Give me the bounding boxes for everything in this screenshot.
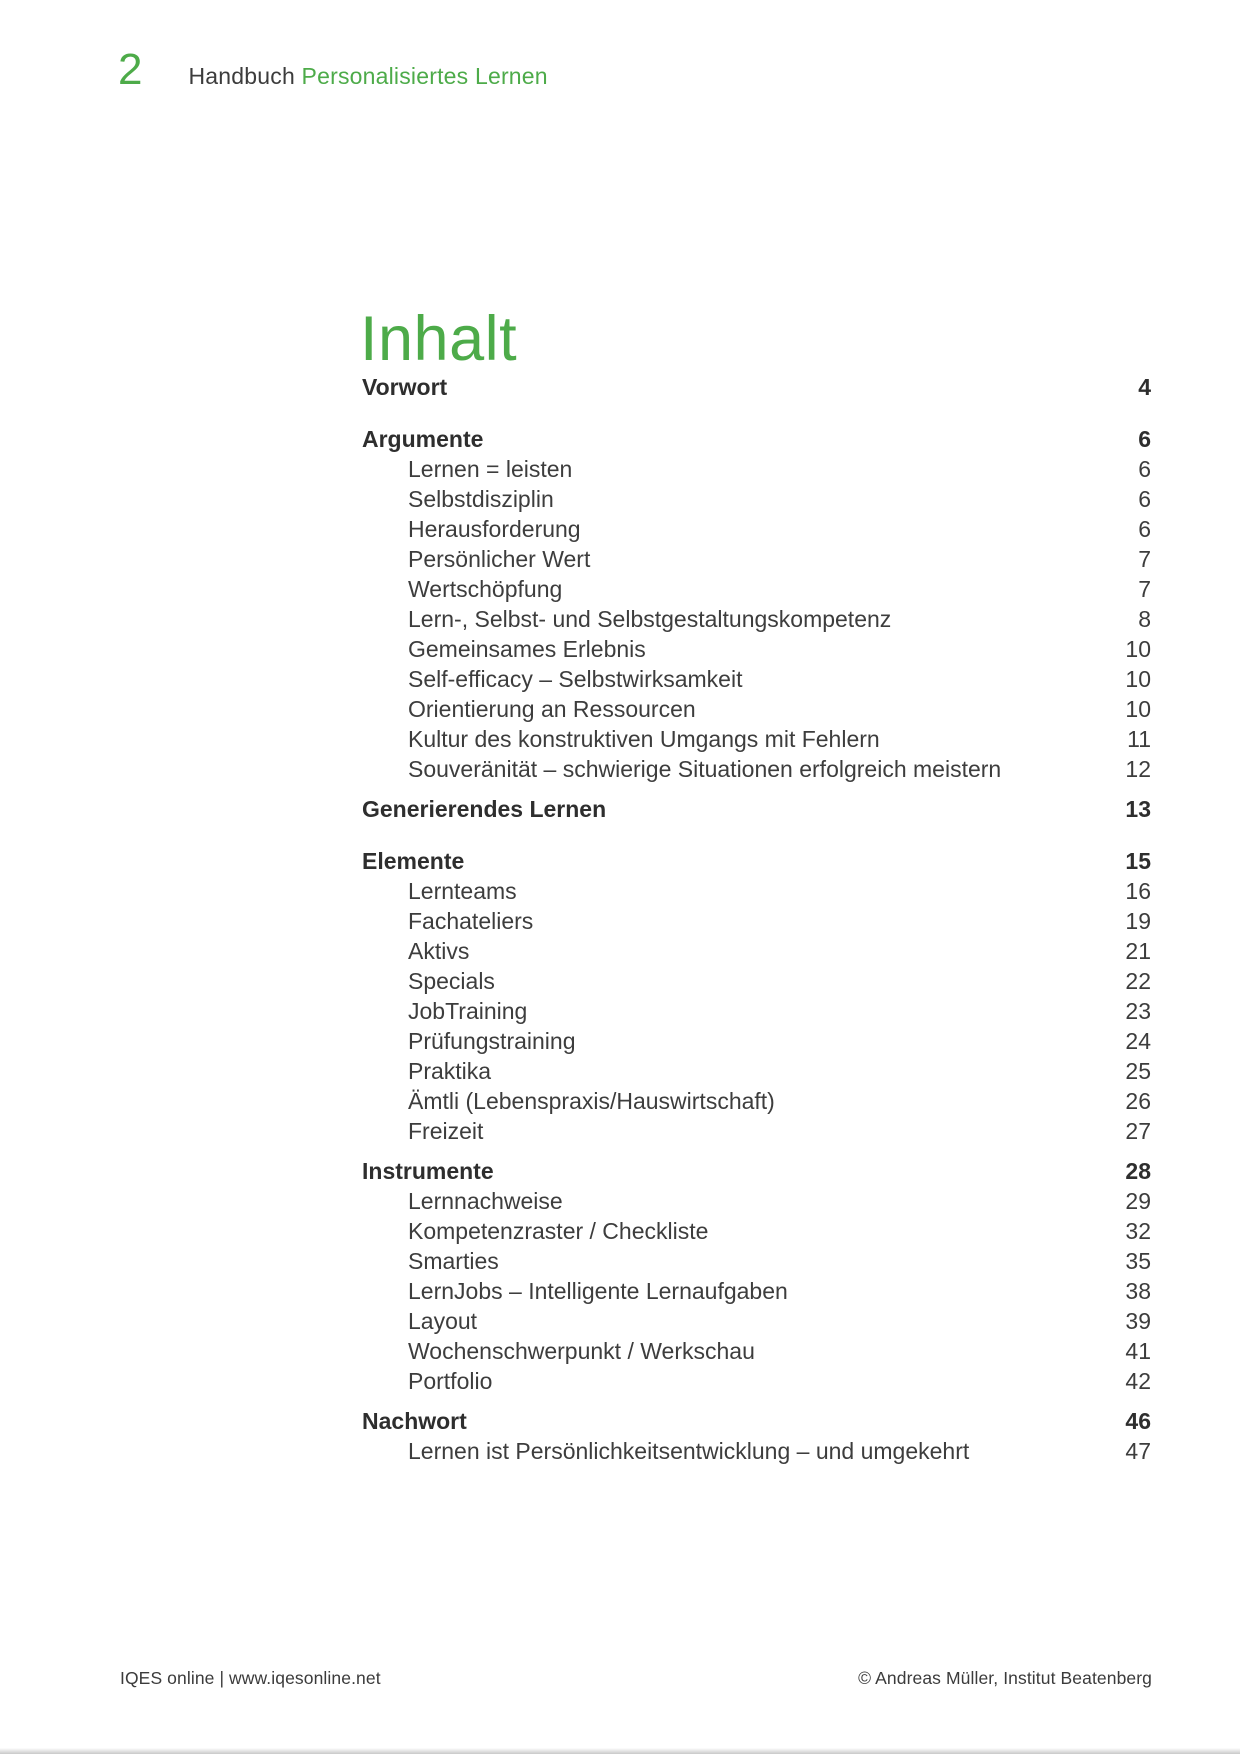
toc-item-row[interactable] bbox=[362, 664, 1151, 694]
document-title bbox=[188, 63, 547, 90]
toc-item-row[interactable] bbox=[362, 514, 1151, 544]
toc-item-label: Praktika bbox=[408, 1058, 492, 1084]
toc-item-label: Self-efficacy – Selbstwirksamkeit bbox=[408, 666, 743, 692]
page-number: 2 bbox=[118, 45, 143, 94]
toc-item-label: Lernen = leisten bbox=[408, 456, 573, 482]
toc-item-page-number: 26 bbox=[1125, 1088, 1151, 1114]
toc-item-label: Gemeinsames Erlebnis bbox=[408, 636, 646, 662]
toc-item-page-number: 23 bbox=[1125, 998, 1151, 1024]
toc-item-page-number: 8 bbox=[1138, 606, 1151, 632]
toc-item-row[interactable] bbox=[362, 484, 1151, 514]
toc-item-page-number: 16 bbox=[1125, 878, 1151, 904]
toc-item-row[interactable] bbox=[362, 1436, 1151, 1466]
toc-section-block bbox=[362, 794, 1151, 824]
toc-item-label: Fachateliers bbox=[408, 908, 534, 934]
toc-item-label: Selbstdisziplin bbox=[408, 486, 554, 512]
toc-item-page-number: 19 bbox=[1125, 908, 1151, 934]
toc-item-page-number: 22 bbox=[1125, 968, 1151, 994]
toc-item-row[interactable] bbox=[362, 1186, 1151, 1216]
toc-section-page-number: 4 bbox=[1138, 374, 1151, 400]
toc-section-block bbox=[362, 1156, 1151, 1396]
toc-section-label: Instrumente bbox=[362, 1158, 494, 1184]
toc-section-label: Vorwort bbox=[362, 374, 448, 400]
toc-section-row[interactable] bbox=[362, 1156, 1151, 1186]
page-title: Inhalt bbox=[360, 304, 518, 375]
toc-item-row[interactable] bbox=[362, 694, 1151, 724]
toc-section-label: Nachwort bbox=[362, 1408, 467, 1434]
toc-section-page-number: 28 bbox=[1125, 1158, 1151, 1184]
toc-section-block bbox=[362, 372, 1151, 402]
toc-section-row[interactable] bbox=[362, 1406, 1151, 1436]
toc-item-row[interactable] bbox=[362, 634, 1151, 664]
toc-section-block bbox=[362, 424, 1151, 784]
toc-item-page-number: 47 bbox=[1125, 1438, 1151, 1464]
toc-item-label: Herausforderung bbox=[408, 516, 581, 542]
toc-item-page-number: 6 bbox=[1138, 516, 1151, 542]
toc-item-page-number: 11 bbox=[1127, 726, 1151, 752]
toc-item-label: Smarties bbox=[408, 1248, 499, 1274]
toc-item-row[interactable] bbox=[362, 1276, 1151, 1306]
toc-item-label: Layout bbox=[408, 1308, 478, 1334]
footer-left-text: IQES online | www.iqesonline.net bbox=[120, 1668, 381, 1688]
table-of-contents bbox=[362, 372, 1151, 1466]
toc-item-label: Kompetenzraster / Checkliste bbox=[408, 1218, 709, 1244]
toc-item-label: Prüfungstraining bbox=[408, 1028, 576, 1054]
toc-item-row[interactable] bbox=[362, 1306, 1151, 1336]
toc-item-label: Portfolio bbox=[408, 1368, 493, 1394]
toc-item-page-number: 10 bbox=[1125, 666, 1151, 692]
toc-item-row[interactable] bbox=[362, 1366, 1151, 1396]
toc-section-block bbox=[362, 1406, 1151, 1466]
toc-item-label: Ämtli (Lebenspraxis/Hauswirtschaft) bbox=[408, 1088, 775, 1114]
toc-item-page-number: 42 bbox=[1125, 1368, 1151, 1394]
toc-item-page-number: 10 bbox=[1125, 696, 1151, 722]
toc-item-page-number: 29 bbox=[1125, 1188, 1151, 1214]
toc-item-page-number: 25 bbox=[1125, 1058, 1151, 1084]
toc-item-row[interactable] bbox=[362, 574, 1151, 604]
toc-item-page-number: 27 bbox=[1125, 1118, 1151, 1144]
toc-item-label: Wochenschwerpunkt / Werkschau bbox=[408, 1338, 755, 1364]
toc-item-page-number: 10 bbox=[1125, 636, 1151, 662]
toc-item-label: Specials bbox=[408, 968, 495, 994]
toc-item-page-number: 6 bbox=[1138, 486, 1151, 512]
toc-section-row[interactable] bbox=[362, 846, 1151, 876]
toc-item-label: Lernnachweise bbox=[408, 1188, 563, 1214]
toc-item-page-number: 7 bbox=[1138, 576, 1151, 602]
toc-item-row[interactable] bbox=[362, 936, 1151, 966]
toc-item-row[interactable] bbox=[362, 1246, 1151, 1276]
toc-item-page-number: 41 bbox=[1125, 1338, 1151, 1364]
toc-item-row[interactable] bbox=[362, 1336, 1151, 1366]
page-footer bbox=[120, 1668, 1152, 1689]
toc-item-label: Freizeit bbox=[408, 1118, 484, 1144]
toc-section-row[interactable] bbox=[362, 794, 1151, 824]
toc-item-label: Kultur des konstruktiven Umgangs mit Fehlern bbox=[408, 726, 880, 752]
toc-item-page-number: 39 bbox=[1125, 1308, 1151, 1334]
toc-item-row[interactable] bbox=[362, 754, 1151, 784]
toc-item-page-number: 7 bbox=[1138, 546, 1151, 572]
toc-item-label: Persönlicher Wert bbox=[408, 546, 591, 572]
toc-item-label: Orientierung an Ressourcen bbox=[408, 696, 696, 722]
toc-item-row[interactable] bbox=[362, 906, 1151, 936]
toc-item-row[interactable] bbox=[362, 876, 1151, 906]
toc-section-label: Elemente bbox=[362, 848, 465, 874]
page-header bbox=[118, 45, 548, 94]
toc-item-row[interactable] bbox=[362, 544, 1151, 574]
toc-item-row[interactable] bbox=[362, 1026, 1151, 1056]
document-title-highlight: Personalisiertes Lernen bbox=[301, 63, 548, 89]
toc-item-row[interactable] bbox=[362, 724, 1151, 754]
toc-section-page-number: 6 bbox=[1138, 426, 1151, 452]
toc-item-label: Wertschöpfung bbox=[408, 576, 563, 602]
toc-section-page-number: 15 bbox=[1125, 848, 1151, 874]
toc-item-label: Lernteams bbox=[408, 878, 517, 904]
toc-item-label: Lernen ist Persönlichkeitsentwicklung – und umgekehrt bbox=[408, 1438, 970, 1464]
toc-item-page-number: 38 bbox=[1125, 1278, 1151, 1304]
toc-item-row[interactable] bbox=[362, 1056, 1151, 1086]
toc-item-row[interactable] bbox=[362, 1216, 1151, 1246]
document-title-plain: Handbuch bbox=[188, 63, 295, 89]
toc-section-row[interactable] bbox=[362, 372, 1151, 402]
toc-item-label: Aktivs bbox=[408, 938, 470, 964]
toc-item-row[interactable] bbox=[362, 1086, 1151, 1116]
toc-item-page-number: 6 bbox=[1138, 456, 1151, 482]
toc-item-row[interactable] bbox=[362, 454, 1151, 484]
toc-item-label: LernJobs – Intelligente Lernaufgaben bbox=[408, 1278, 788, 1304]
toc-section-block bbox=[362, 846, 1151, 1146]
toc-item-page-number: 32 bbox=[1125, 1218, 1151, 1244]
toc-section-label: Generierendes Lernen bbox=[362, 796, 607, 822]
footer-right-text: © Andreas Müller, Institut Beatenberg bbox=[858, 1668, 1152, 1688]
page-bottom-edge bbox=[0, 1748, 1240, 1754]
toc-item-label: Souveränität – schwierige Situationen erfolgreich meistern bbox=[408, 756, 1002, 782]
toc-item-row[interactable] bbox=[362, 604, 1151, 634]
toc-item-label: Lern-, Selbst- und Selbstgestaltungskompetenz bbox=[408, 606, 892, 632]
toc-item-page-number: 24 bbox=[1125, 1028, 1151, 1054]
toc-section-row[interactable] bbox=[362, 424, 1151, 454]
toc-item-row[interactable] bbox=[362, 1116, 1151, 1146]
toc-section-page-number: 13 bbox=[1125, 796, 1151, 822]
toc-section-page-number: 46 bbox=[1125, 1408, 1151, 1434]
toc-item-page-number: 35 bbox=[1125, 1248, 1151, 1274]
toc-item-row[interactable] bbox=[362, 966, 1151, 996]
toc-item-label: JobTraining bbox=[408, 998, 528, 1024]
toc-section-label: Argumente bbox=[362, 426, 484, 452]
toc-item-page-number: 12 bbox=[1125, 756, 1151, 782]
toc-item-page-number: 21 bbox=[1125, 938, 1151, 964]
toc-item-row[interactable] bbox=[362, 996, 1151, 1026]
